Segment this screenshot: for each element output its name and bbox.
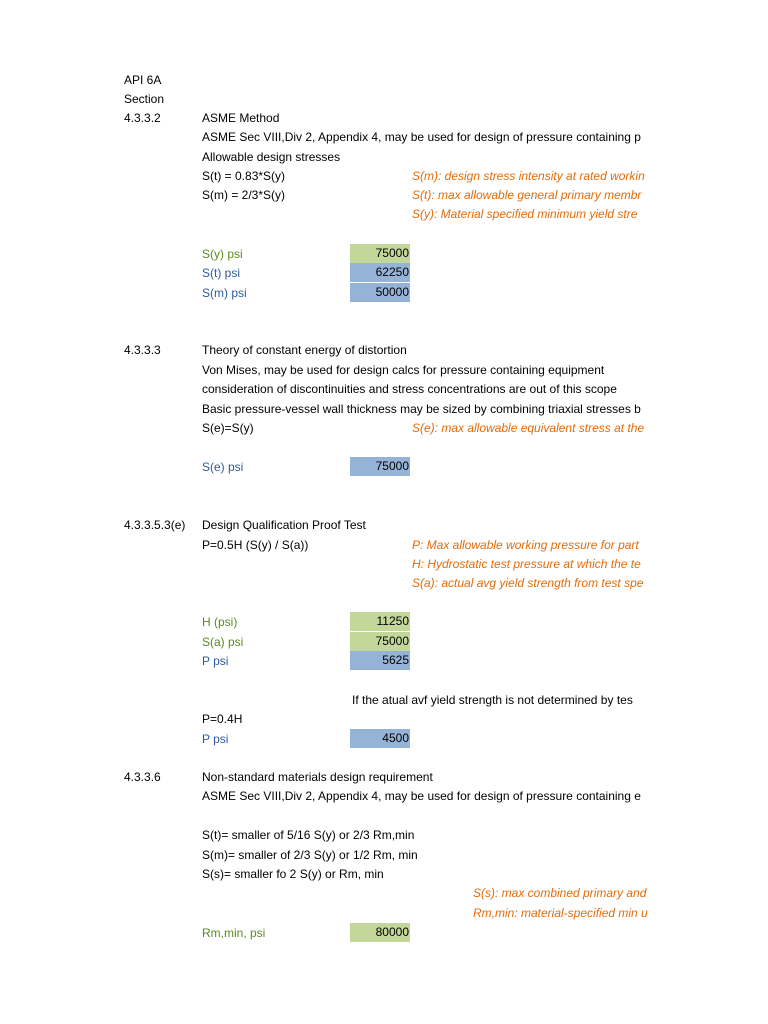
value-cell[interactable]: 62250 xyxy=(350,263,410,282)
value-cell[interactable]: 4500 xyxy=(350,729,410,748)
note: S(s): max combined primary and xyxy=(473,886,647,900)
note: Rm,min: material-specified min u xyxy=(473,906,648,920)
text-line: Allowable design stresses xyxy=(202,150,341,164)
section-title: Non-standard materials design requirement xyxy=(202,770,433,784)
row-label: Rm,min, psi xyxy=(202,926,266,940)
value-cell[interactable]: 75000 xyxy=(350,244,410,263)
note: H: Hydrostatic test pressure at which the te xyxy=(412,557,641,571)
equation: S(t) = 0.83*S(y) xyxy=(202,169,286,183)
note: S(y): Material specified minimum yield stre xyxy=(412,207,638,221)
note: S(t): max allowable general primary membr xyxy=(412,188,642,202)
row-label: S(m) psi xyxy=(202,286,247,300)
row-label: H (psi) xyxy=(202,615,238,629)
section-heading: Section xyxy=(124,92,165,106)
text-line: ASME Sec VIII,Div 2, Appendix 4, may be used for design of pressure containing e xyxy=(202,789,641,803)
note: S(m): design stress intensity at rated workin xyxy=(412,169,645,183)
text-line: If the atual avf yield strength is not determined by tes xyxy=(352,693,633,707)
section-number: 4.3.3.2 xyxy=(124,111,161,125)
section-title: ASME Method xyxy=(202,111,280,125)
equation: S(t)= smaller of 5/16 S(y) or 2/3 Rm,min xyxy=(202,828,415,842)
section-number: 4.3.3.3 xyxy=(124,343,161,357)
equation: S(e)=S(y) xyxy=(202,421,254,435)
text-line: consideration of discontinuities and stress concentrations are out of this scope xyxy=(202,382,617,396)
row-label: P psi xyxy=(202,732,229,746)
row-label: S(a) psi xyxy=(202,635,244,649)
section-title: Design Qualification Proof Test xyxy=(202,518,366,532)
value-cell[interactable]: 50000 xyxy=(350,283,410,302)
value-cell[interactable]: 11250 xyxy=(350,612,410,631)
row-label: S(y) psi xyxy=(202,247,243,261)
section-number: 4.3.3.6 xyxy=(124,770,161,784)
equation: S(m) = 2/3*S(y) xyxy=(202,188,286,202)
equation: P=0.4H xyxy=(202,712,243,726)
text-line: Basic pressure-vessel wall thickness may be sized by combining triaxial stresses b xyxy=(202,402,641,416)
value-cell[interactable]: 75000 xyxy=(350,632,410,651)
equation: P=0.5H (S(y) / S(a)) xyxy=(202,538,309,552)
equation: S(s)= smaller fo 2 S(y) or Rm, min xyxy=(202,867,384,881)
section-title: Theory of constant energy of distortion xyxy=(202,343,407,357)
row-label: S(e) psi xyxy=(202,460,244,474)
value-cell[interactable]: 75000 xyxy=(350,457,410,476)
value-cell[interactable]: 5625 xyxy=(350,651,410,670)
text-line: ASME Sec VIII,Div 2, Appendix 4, may be used for design of pressure containing p xyxy=(202,130,641,144)
row-label: P psi xyxy=(202,654,229,668)
doc-title: API 6A xyxy=(124,73,162,87)
note: P: Max allowable working pressure for part xyxy=(412,538,639,552)
value-cell[interactable]: 80000 xyxy=(350,923,410,942)
note: S(a): actual avg yield strength from test spe xyxy=(412,576,644,590)
section-number: 4.3.3.5.3(e) xyxy=(124,518,186,532)
note: S(e): max allowable equivalent stress at the xyxy=(412,421,645,435)
text-line: Von Mises, may be used for design calcs for pressure containing equipment xyxy=(202,363,605,377)
row-label: S(t) psi xyxy=(202,266,241,280)
equation: S(m)= smaller of 2/3 S(y) or 1/2 Rm, min xyxy=(202,848,418,862)
